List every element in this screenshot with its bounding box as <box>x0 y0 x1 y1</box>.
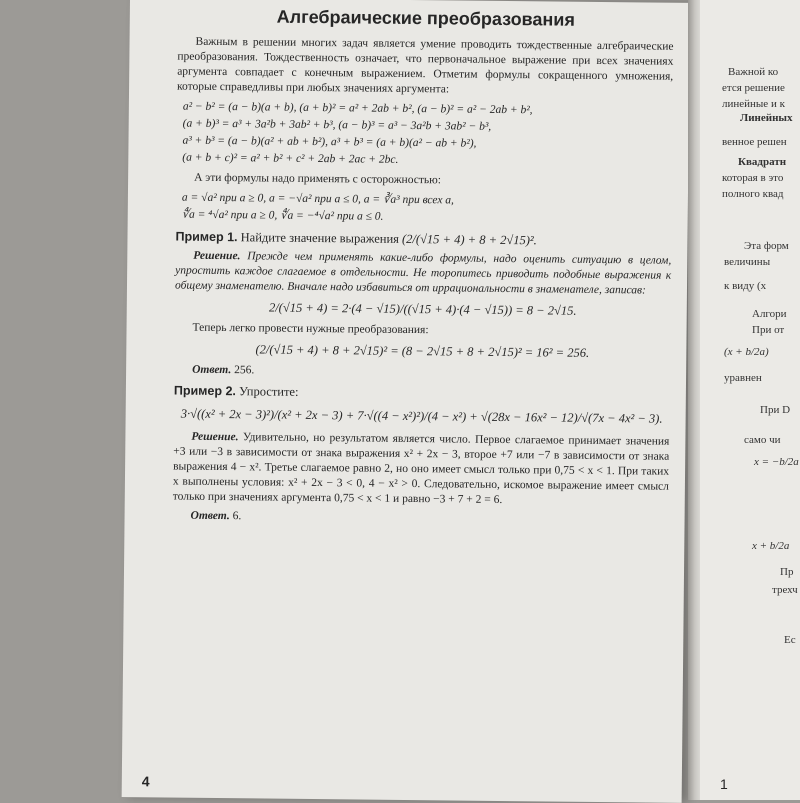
right-fragment: уравнен <box>724 372 762 384</box>
example-1-label: Пример 1. <box>175 229 238 245</box>
right-fragment: линейные и к <box>722 98 785 110</box>
example-1-step-text: Теперь легко провести нужные преобразования: <box>192 321 429 337</box>
example-2-answer <box>173 509 669 529</box>
right-fragment: ется решение <box>722 82 785 94</box>
right-fragment: Линейных <box>740 112 793 124</box>
right-fragment: При от <box>752 324 785 336</box>
right-fragment: Пр <box>780 566 794 578</box>
example-1-step-1: 2/(√15 + 4) = 2·(4 − √15)/((√15 + 4)·(4 − √15)) = 8 − 2√15. <box>268 300 577 318</box>
left-page-content <box>172 6 673 533</box>
right-fragment: трехч <box>772 584 798 596</box>
right-fragment: x + b/2a <box>752 540 790 552</box>
right-fragment: Алгори <box>752 308 787 320</box>
example-2-solution <box>173 430 670 510</box>
right-fragment: Ес <box>784 634 796 646</box>
example-2-solution-label: Решение. <box>191 430 239 444</box>
example-1-step-2: (2/(√15 + 4) + 8 + 2√15)² = (8 − 2√15 + 8 + 2√15)² = 16² = 256. <box>255 342 590 360</box>
root-formula-2: ∜a = ⁴√a² при a ≥ 0, ∜a = −⁴√a² при a ≤ 0. <box>181 208 384 223</box>
formula-line-3: a³ + b³ = (a − b)(a² + ab + b²), a³ + b³ = (a + b)(a² − ab + b²), <box>182 134 477 150</box>
caution-text: А эти формулы надо применять с осторожностью: <box>194 171 442 187</box>
example-2-heading <box>174 384 670 404</box>
example-1-answer <box>174 363 670 383</box>
example-1-answer-label: Ответ. <box>192 363 232 377</box>
right-fragment: Важной ко <box>728 66 779 78</box>
right-page <box>700 0 800 800</box>
intro-paragraph: Важным в решении многих задач является умение проводить тождественные алгебраические преобразования. Тождественность означает, что первоначальное выражение при всех значениях аргумента совпадает с конечным выражением. Отметим формулы сокращенного умножения, которые справедливы при любых значениях аргумента: <box>177 35 674 96</box>
root-formula-1: a = √a² при a ≥ 0, a = −√a² при a ≤ 0, a = ∛a³ при всех a, <box>181 191 455 207</box>
right-page-number: 1 <box>720 776 728 792</box>
right-fragment: полного квад <box>722 188 784 200</box>
example-2-label: Пример 2. <box>173 383 237 399</box>
example-2-answer-value: 6. <box>232 510 242 523</box>
left-page <box>122 0 690 803</box>
formula-line-2: (a + b)³ = a³ + 3a²b + 3ab² + b³, (a − b)³ = a³ − 3a²b + 3ab² − b³, <box>182 117 492 133</box>
example-2-task: Упростите: <box>238 384 299 399</box>
right-fragment: x = −b/2a <box>754 456 799 468</box>
right-fragment: венное решен <box>722 136 787 148</box>
example-2-solution-text: Удивительно, но результатом является число. Первое слагаемое принимает значения +3 или −3 в зависимости от знака выражения x² + 2x − 3, второе +7 или −7 в зависимости от знака выражения 4 − x². Третье слагаемое равно 2, но оно имеет смысл только при 0,75 < x < 1. При таких x выполнены условия: x² + 2x − 3 < 0, 4 − x² > 0. Следовательно, искомое выражение имеет смысл только при значениях аргумента 0,75 < x < 1 и равно −3 + 7 + 2 = 6. <box>172 431 670 506</box>
right-fragment: к виду (x <box>724 280 767 292</box>
example-1-task: Найдите значение выражения <box>240 230 400 246</box>
example-2-answer-label: Ответ. <box>190 509 230 523</box>
example-2-expression: 3·√((x² + 2x − 3)²)/(x² + 2x − 3) + 7·√((4 − x²)²)/(4 − x²) + √(28x − 16x² − 12)/√(7x − 4x² − 3). <box>180 406 663 426</box>
example-1-heading <box>175 230 671 250</box>
right-fragment: Эта форм <box>744 240 789 252</box>
right-fragment: При D <box>760 404 791 416</box>
example-1-solution <box>175 249 671 299</box>
page-title: Алгебраические преобразования <box>276 6 576 30</box>
example-1-expression: (2/(√15 + 4) + 8 + 2√15)². <box>401 231 537 248</box>
right-fragment: которая в это <box>722 172 784 184</box>
left-page-number: 4 <box>141 773 150 790</box>
right-fragment: величины <box>724 256 771 268</box>
right-fragment: само чи <box>744 434 781 446</box>
example-1-solution-label: Решение. <box>193 249 241 263</box>
example-1-answer-value: 256. <box>234 364 255 377</box>
right-fragment: (x + b/2a) <box>724 346 769 358</box>
example-1-solution-text: Прежде чем применять какие-либо формулы, надо оценить ситуацию в целом, упростить каждое слагаемое в отдельности. Не торопитесь приводить подобные выражения к общему знаменателю. Вначале надо избавиться от иррациональности в знаменателе, записав: <box>174 250 672 297</box>
formula-line-4: (a + b + c)² = a² + b² + c² + 2ab + 2ac + 2bc. <box>182 151 399 166</box>
formula-line-1: a² − b² = (a − b)(a + b), (a + b)² = a² + 2ab + b², (a − b)² = a² − 2ab + b², <box>182 100 533 117</box>
right-fragment: Квадратн <box>738 156 787 168</box>
